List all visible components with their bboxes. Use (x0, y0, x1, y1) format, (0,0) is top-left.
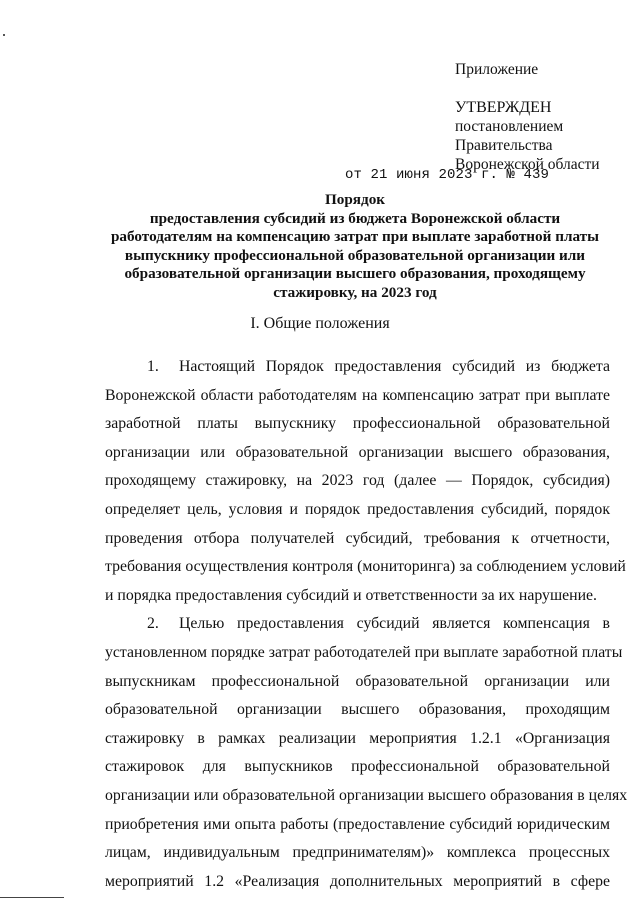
text-line: стажировку в рамках реализации мероприятия 1.2.1 «Организация (105, 729, 610, 747)
text-line: требования осуществления контроля (мониторинга) за соблюдением условий (105, 558, 626, 576)
text-line: лицам, индивидуальным предпринимателям)» комплекса процессных (105, 844, 610, 862)
text-line: организации или образовательной организации высшего образования в целях (105, 786, 628, 804)
approved-label: УТВЕРЖДЕН (455, 99, 552, 116)
text-line: определяет цель, условия и порядок предоставления субсидий, порядок (105, 500, 610, 518)
document-body (105, 353, 628, 896)
appendix-label: Приложение (455, 61, 539, 78)
section-heading: I. Общие положения (250, 315, 390, 332)
text-line: проведения отбора получателей субсидий, требования к отчетности, (105, 529, 610, 547)
bottom-rule (0, 897, 64, 898)
decree-date: от 21 июня 2023 г. № 439 (345, 167, 550, 183)
text-line: Воронежской области работодателям на компенсацию затрат при выплате (105, 386, 610, 404)
text-line: проходящему стажировку, на 2023 год (далее — Порядок, субсидия) (105, 472, 610, 490)
title-line: стажировку, на 2023 год (273, 283, 437, 301)
title-line: образовательной организации высшего образования, проходящему (124, 265, 586, 283)
text-line: образовательной организации высшего образования, проходящим (105, 701, 610, 719)
text-line: мероприятий 1.2 «Реализация дополнительных мероприятий в сфере (105, 872, 610, 890)
scan-mark (3, 34, 5, 36)
approval-line: Правительства (455, 137, 553, 154)
approval-line: постановлением (455, 118, 564, 135)
paragraph-1 (105, 353, 626, 610)
text-line: выпускникам профессиональной образовательной организации или (105, 672, 610, 690)
title-line: Порядок (324, 191, 386, 208)
title-line: выпускнику профессиональной образовательной организации или (124, 246, 586, 264)
document-title (100, 191, 610, 303)
text-line: установленном порядке затрат работодателей при выплате заработной платы (105, 643, 623, 661)
paragraph-number: 2. (147, 615, 159, 633)
text-line: организации или образовательной организации высшего образования, (105, 443, 610, 461)
paragraph-first-line: Настоящий Порядок предоставления субсидий из бюджета (179, 358, 610, 375)
text-line: заработной платы выпускнику профессиональной образовательной (105, 415, 610, 433)
text-line: стажировок для выпускников профессиональной образовательной (105, 758, 610, 776)
approval-block (455, 60, 600, 174)
paragraph-number: 1. (147, 358, 159, 375)
text-line: и порядка предоставления субсидий и ответственности за их нарушение. (105, 586, 597, 604)
text-line (105, 353, 610, 382)
paragraph-first-line: Целью предоставления субсидий является компенсация в (179, 615, 610, 633)
title-line: работодателям на компенсацию затрат при выплате заработной платы (110, 228, 599, 246)
title-line: предоставления субсидий из бюджета Воронежской области (149, 209, 561, 227)
paragraph-2 (105, 610, 628, 896)
text-line: приобретения ими опыта работы (предоставление субсидий юридическим (105, 815, 610, 833)
approval-line: Воронежской области (455, 156, 600, 173)
text-line (105, 610, 610, 639)
